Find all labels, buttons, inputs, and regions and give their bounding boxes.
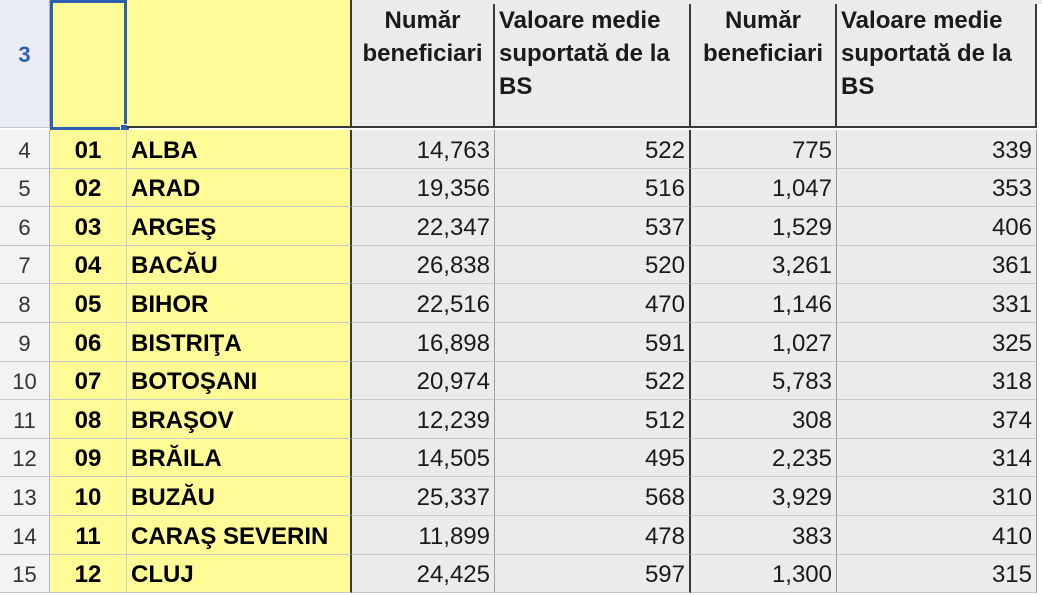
beneficiari-cell-1[interactable]: 22,516 xyxy=(352,284,495,323)
row-number[interactable]: 9 xyxy=(0,323,50,362)
county-name-cell[interactable]: BIHOR xyxy=(127,284,352,323)
beneficiari-cell-2[interactable]: 308 xyxy=(691,400,837,439)
valoare-cell-1[interactable]: 512 xyxy=(495,400,691,439)
row-number[interactable]: 14 xyxy=(0,516,50,555)
county-code-cell[interactable]: 11 xyxy=(50,516,127,555)
valoare-cell-2[interactable]: 410 xyxy=(837,516,1037,555)
row-number[interactable]: 10 xyxy=(0,362,50,400)
beneficiari-cell-1[interactable]: 25,337 xyxy=(352,477,495,516)
row-header-3[interactable]: 3 xyxy=(0,0,50,128)
county-name-cell[interactable]: ARGEŞ xyxy=(127,207,352,246)
beneficiari-cell-2[interactable]: 1,529 xyxy=(691,207,837,246)
valoare-cell-1[interactable]: 568 xyxy=(495,477,691,516)
beneficiari-cell-2[interactable]: 1,027 xyxy=(691,323,837,362)
valoare-cell-2[interactable]: 325 xyxy=(837,323,1037,362)
valoare-cell-1[interactable]: 537 xyxy=(495,207,691,246)
header-top-band xyxy=(352,0,1042,4)
header-numar-beneficiari-2[interactable]: Număr beneficiari xyxy=(691,4,837,128)
valoare-cell-2[interactable]: 374 xyxy=(837,400,1037,439)
beneficiari-cell-1[interactable]: 22,347 xyxy=(352,207,495,246)
valoare-cell-1[interactable]: 495 xyxy=(495,439,691,477)
row-number[interactable]: 4 xyxy=(0,130,50,169)
beneficiari-cell-2[interactable]: 1,146 xyxy=(691,284,837,323)
beneficiari-cell-1[interactable]: 24,425 xyxy=(352,555,495,593)
valoare-cell-1[interactable]: 597 xyxy=(495,555,691,593)
county-code-cell[interactable]: 04 xyxy=(50,246,127,284)
valoare-cell-1[interactable]: 516 xyxy=(495,169,691,207)
valoare-cell-2[interactable]: 310 xyxy=(837,477,1037,516)
valoare-cell-1[interactable]: 522 xyxy=(495,130,691,169)
row-number[interactable]: 6 xyxy=(0,207,50,246)
county-name-cell[interactable]: BACĂU xyxy=(127,246,352,284)
valoare-cell-2[interactable]: 318 xyxy=(837,362,1037,400)
county-name-cell[interactable]: BRAŞOV xyxy=(127,400,352,439)
beneficiari-cell-2[interactable]: 3,261 xyxy=(691,246,837,284)
county-code-cell[interactable]: 01 xyxy=(50,130,127,169)
valoare-cell-2[interactable]: 331 xyxy=(837,284,1037,323)
county-name-cell[interactable]: ARAD xyxy=(127,169,352,207)
beneficiari-cell-2[interactable]: 1,047 xyxy=(691,169,837,207)
county-name-cell[interactable]: BOTOŞANI xyxy=(127,362,352,400)
cell-c3[interactable] xyxy=(127,0,352,128)
beneficiari-cell-2[interactable]: 3,929 xyxy=(691,477,837,516)
valoare-cell-1[interactable]: 522 xyxy=(495,362,691,400)
row-number[interactable]: 15 xyxy=(0,555,50,593)
county-code-cell[interactable]: 06 xyxy=(50,323,127,362)
county-name-cell[interactable]: CLUJ xyxy=(127,555,352,593)
beneficiari-cell-1[interactable]: 20,974 xyxy=(352,362,495,400)
valoare-cell-1[interactable]: 520 xyxy=(495,246,691,284)
header-valoare-medie-1[interactable]: Valoare medie suportată de la BS xyxy=(495,4,691,128)
valoare-cell-1[interactable]: 470 xyxy=(495,284,691,323)
beneficiari-cell-1[interactable]: 11,899 xyxy=(352,516,495,555)
row-number[interactable]: 8 xyxy=(0,284,50,323)
valoare-cell-2[interactable]: 339 xyxy=(837,130,1037,169)
county-code-cell[interactable]: 09 xyxy=(50,439,127,477)
beneficiari-cell-2[interactable]: 383 xyxy=(691,516,837,555)
row-number[interactable]: 13 xyxy=(0,477,50,516)
county-name-cell[interactable]: ALBA xyxy=(127,130,352,169)
valoare-cell-2[interactable]: 361 xyxy=(837,246,1037,284)
valoare-cell-1[interactable]: 478 xyxy=(495,516,691,555)
county-name-cell[interactable]: BISTRIŢA xyxy=(127,323,352,362)
county-code-cell[interactable]: 05 xyxy=(50,284,127,323)
county-name-cell[interactable]: BRĂILA xyxy=(127,439,352,477)
county-code-cell[interactable]: 12 xyxy=(50,555,127,593)
row-number[interactable]: 12 xyxy=(0,439,50,477)
beneficiari-cell-2[interactable]: 1,300 xyxy=(691,555,837,593)
cell-b3-selected[interactable] xyxy=(50,0,127,130)
valoare-cell-2[interactable]: 353 xyxy=(837,169,1037,207)
header-numar-beneficiari-1[interactable]: Număr beneficiari xyxy=(352,4,495,128)
county-code-cell[interactable]: 10 xyxy=(50,477,127,516)
beneficiari-cell-2[interactable]: 5,783 xyxy=(691,362,837,400)
row-number[interactable]: 7 xyxy=(0,246,50,284)
beneficiari-cell-1[interactable]: 14,763 xyxy=(352,130,495,169)
beneficiari-cell-2[interactable]: 775 xyxy=(691,130,837,169)
beneficiari-cell-1[interactable]: 26,838 xyxy=(352,246,495,284)
valoare-cell-2[interactable]: 406 xyxy=(837,207,1037,246)
county-name-cell[interactable]: BUZĂU xyxy=(127,477,352,516)
beneficiari-cell-1[interactable]: 12,239 xyxy=(352,400,495,439)
beneficiari-cell-1[interactable]: 14,505 xyxy=(352,439,495,477)
county-name-cell[interactable]: CARAŞ SEVERIN xyxy=(127,516,352,555)
county-code-cell[interactable]: 03 xyxy=(50,207,127,246)
row-number[interactable]: 5 xyxy=(0,169,50,207)
valoare-cell-2[interactable]: 314 xyxy=(837,439,1037,477)
valoare-cell-1[interactable]: 591 xyxy=(495,323,691,362)
county-code-cell[interactable]: 07 xyxy=(50,362,127,400)
beneficiari-cell-1[interactable]: 19,356 xyxy=(352,169,495,207)
county-code-cell[interactable]: 08 xyxy=(50,400,127,439)
valoare-cell-2[interactable]: 315 xyxy=(837,555,1037,593)
beneficiari-cell-2[interactable]: 2,235 xyxy=(691,439,837,477)
county-code-cell[interactable]: 02 xyxy=(50,169,127,207)
row-number[interactable]: 11 xyxy=(0,400,50,439)
beneficiari-cell-1[interactable]: 16,898 xyxy=(352,323,495,362)
header-valoare-medie-2[interactable]: Valoare medie suportată de la BS xyxy=(837,4,1037,128)
